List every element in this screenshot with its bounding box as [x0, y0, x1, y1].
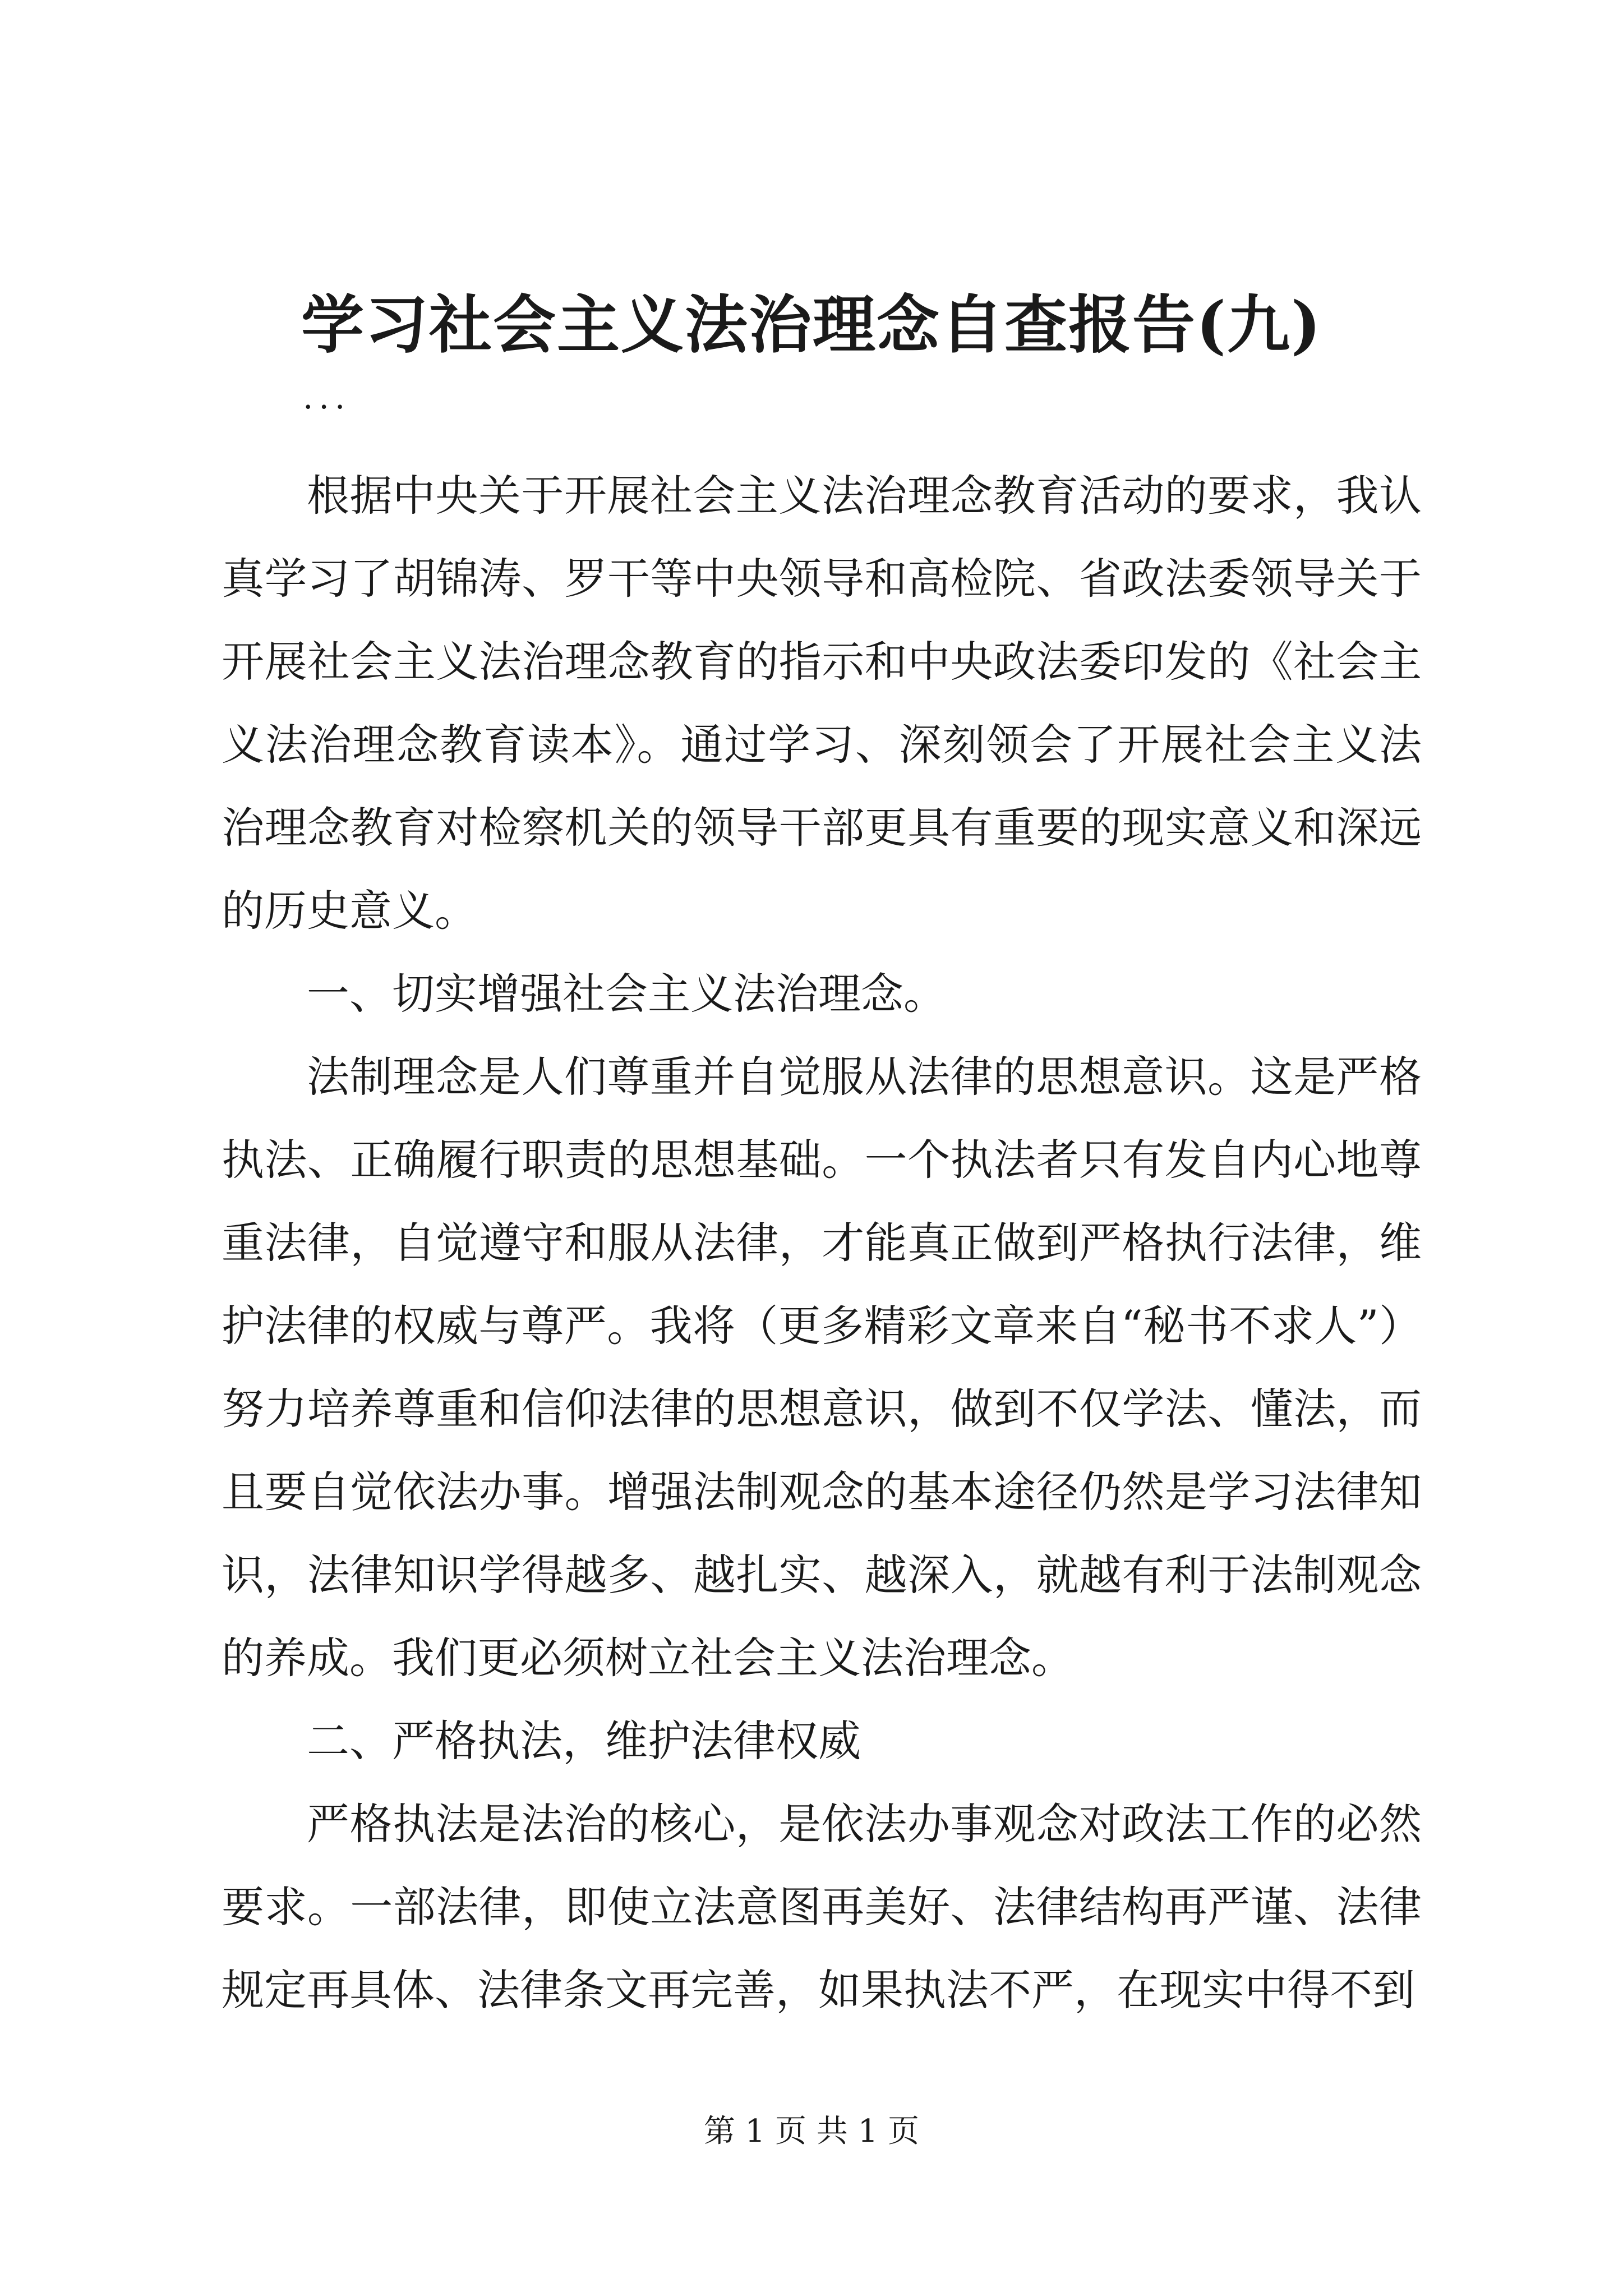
paragraph-section-2: 严格执法是法治的核心，是依法办事观念对政法工作的必然要求。一部法律，即使立法意图再美好、法律结构再严谨、法律规定再具体、法律条文再完善，如果执法不严，在现实中得不到 — [222, 1799, 1422, 2015]
page-number-footer: 第 1 页 共 1 页 — [703, 2113, 920, 2150]
section-heading-2: 二、严格执法，维护法律权威 — [307, 1716, 861, 1766]
document-title: 学习社会主义法治理念自查报告(九) — [301, 288, 1322, 362]
document-body — [222, 454, 1422, 2032]
ellipsis-marker: ... — [303, 378, 351, 416]
section-heading-1: 一、切实增强社会主义法治理念。 — [307, 969, 946, 1019]
paragraph-section-1: 法制理念是人们尊重并自觉服从法律的思想意识。这是严格执法、正确履行职责的思想基础。一个执法者只有发自内心地尊重法律，自觉遵守和服从法律，才能真正做到严格执行法律，维护法律的权威与尊严。我将（更多精彩文章来自“秘书不求人”）努力培养尊重和信仰法律的思想意识，做到不仅学法、懂法，而且要自觉依法办事。增强法制观念的基本途径仍然是学习法律知识，法律知识学得越多、越扎实、越深入，就越有利于法制观念的养成。我们更必须树立社会主义法治理念。 — [222, 1052, 1422, 1683]
paragraph-intro: 根据中央关于开展社会主义法治理念教育活动的要求，我认真学习了胡锦涛、罗干等中央领导和高检院、省政法委领导关于开展社会主义法治理念教育的指示和中央政法委印发的《社会主义法治理念教育读本》。通过学习、深刻领会了开展社会主义法治理念教育对检察机关的领导干部更具有重要的现实意义和深远的历史意义。 — [222, 471, 1422, 936]
